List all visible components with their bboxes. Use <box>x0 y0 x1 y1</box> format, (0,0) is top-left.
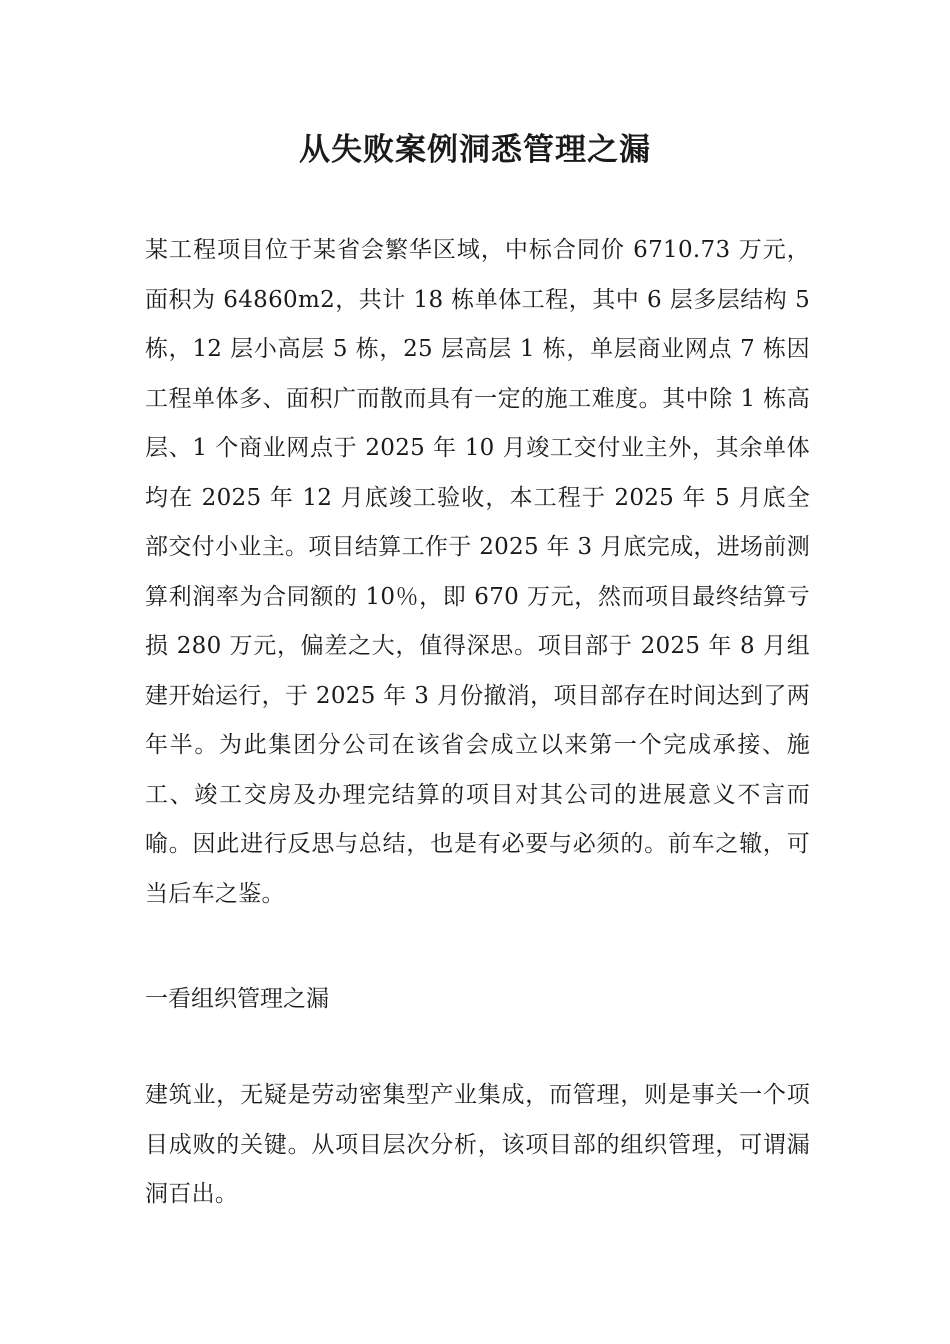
intro-paragraph: 某工程项目位于某省会繁华区域，中标合同价 6710.73 万元，面积为 64860m2，共计 18 栋单体工程，其中 6 层多层结构 5 栋，12 层小高层 5 栋，25 层高层 1 栋，单层商业网点 7 栋因工程单体多、面积广而散而具有一定的施工难度。其中除 1 栋高层、1 个商业网点于 2025 年 10 月竣工交付业主外，其余单体均在 2025 年 12 月底竣工验收，本工程于 2025 年 5 月底全部交付小业主。项目结算工作于 2025 年 3 月底完成，进场前测算利润率为合同额的 10％，即 670 万元，然而项目最终结算亏损 280 万元，偏差之大，值得深思。项目部于 2025 年 8 月组建开始运行，于 2025 年 3 月份撤消，项目部存在时间达到了两年半。为此集团分公司在该省会成立以来第一个完成承接、施工、竣工交房及办理完结算的项目对其公司的进展意义不言而喻。因此进行反思与总结，也是有必要与必须的。前车之辙，可当后车之鉴。 <box>145 237 810 907</box>
section-heading: 一看组织管理之漏 <box>145 986 329 1012</box>
document-title: 从失败案例洞悉管理之漏 <box>299 132 651 168</box>
section-paragraph: 建筑业，无疑是劳动密集型产业集成，而管理，则是事关一个项目成败的关键。从项目层次分析，该项目部的组织管理，可谓漏洞百出。 <box>145 1082 810 1207</box>
